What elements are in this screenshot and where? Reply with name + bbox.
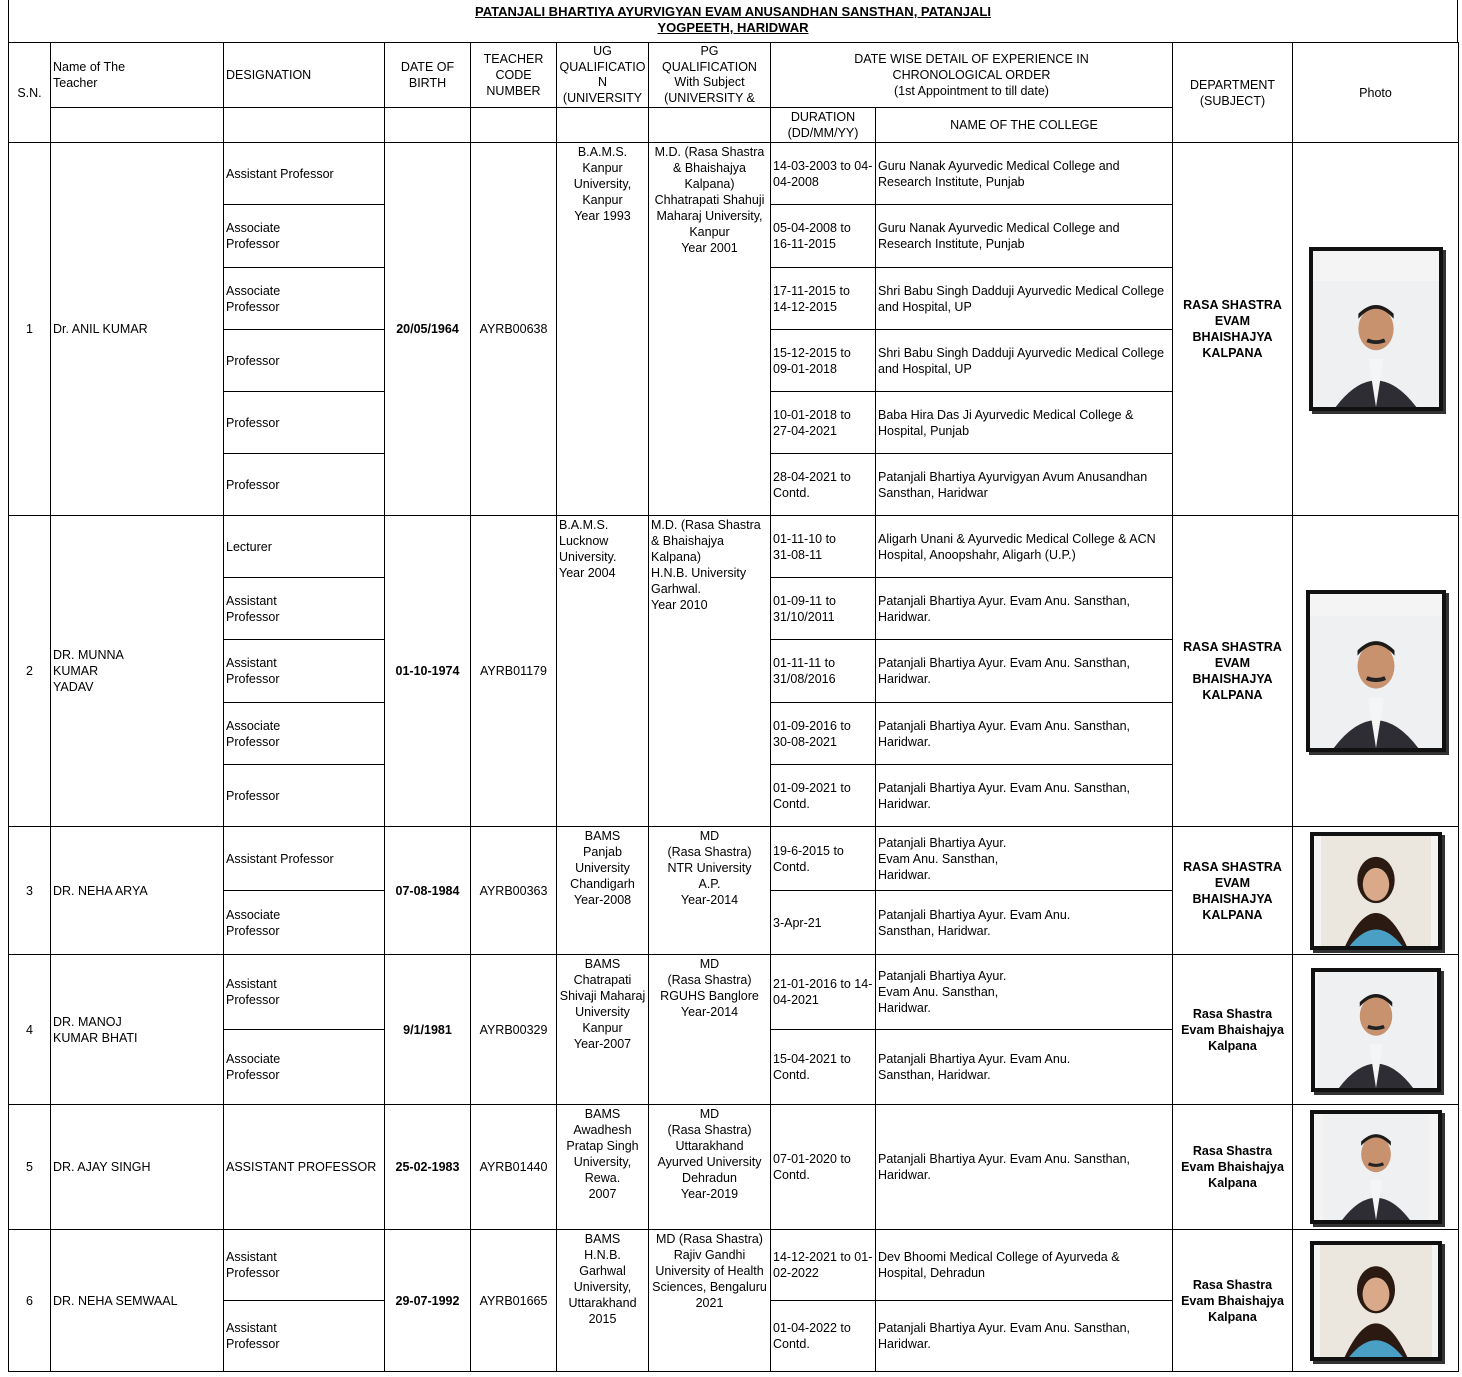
teacher-code: AYRB00638 (471, 143, 557, 516)
college-name-cell: Baba Hira Das Ji Ayurvedic Medical College & Hospital, Punjab (876, 392, 1173, 454)
teacher-code: AYRB00329 (471, 955, 557, 1105)
serial-number: 1 (9, 143, 51, 516)
date-of-birth: 01-10-1974 (385, 516, 471, 827)
duration-cell: 14-12-2021 to 01- 02-2022 (771, 1230, 876, 1301)
header-ug: UG QUALIFICATIO N (UNIVERSITY (557, 43, 649, 108)
ug-qualification: BAMS H.N.B. Garhwal University, Uttarakhand 2015 (557, 1230, 649, 1372)
serial-number: 2 (9, 516, 51, 827)
table-row (9, 1105, 1459, 1230)
college-name-cell: Patanjali Bhartiya Ayur. Evam Anu. Sansthan, Haridwar. (876, 578, 1173, 640)
duration-cell: 21-01-2016 to 14- 04-2021 (771, 955, 876, 1030)
ug-qualification: B.A.M.S. Lucknow University. Year 2004 (557, 516, 649, 827)
ug-qualification: BAMS Panjab University Chandigarh Year-2008 (557, 827, 649, 955)
duration-cell: 28-04-2021 to Contd. (771, 454, 876, 516)
designation-cell: Associate Professor (224, 703, 385, 765)
college-name-cell: Patanjali Bhartiya Ayur. Evam Anu. Sansthan, Haridwar. (876, 827, 1173, 891)
subheader-blank (385, 108, 471, 143)
photo-cell (1293, 1230, 1459, 1372)
photo-cell (1293, 827, 1459, 955)
department-cell: RASA SHASTRA EVAM BHAISHAJYA KALPANA (1173, 827, 1293, 955)
duration-cell: 01-04-2022 to Contd. (771, 1301, 876, 1372)
photo-cell (1293, 516, 1459, 827)
duration-cell: 01-09-11 to 31/10/2011 (771, 578, 876, 640)
designation-cell: Assistant Professor (224, 827, 385, 891)
teacher-name: DR. AJAY SINGH (51, 1105, 224, 1230)
department-cell: Rasa Shastra Evam Bhaishajya Kalpana (1173, 955, 1293, 1105)
teacher-code: AYRB01179 (471, 516, 557, 827)
ug-qualification: BAMS Awadhesh Pratap Singh University, Rewa. 2007 (557, 1105, 649, 1230)
college-name-cell: Patanjali Bhartiya Ayur. Evam Anu. Sansthan, Haridwar. (876, 703, 1173, 765)
table-row (9, 143, 1459, 205)
teacher-photo-female-icon (1310, 832, 1442, 950)
header-name: Name of The Teacher (51, 43, 224, 108)
college-name-cell: Shri Babu Singh Dadduji Ayurvedic Medical College and Hospital, UP (876, 268, 1173, 330)
header-dob: DATE OF BIRTH (385, 43, 471, 108)
designation-cell: Professor (224, 454, 385, 516)
teacher-photo-male-icon (1306, 590, 1446, 752)
designation-cell: Associate Professor (224, 891, 385, 955)
teacher-name: Dr. ANIL KUMAR (51, 143, 224, 516)
designation-cell: Associate Professor (224, 1030, 385, 1105)
college-name-cell: Shri Babu Singh Dadduji Ayurvedic Medical College and Hospital, UP (876, 330, 1173, 392)
pg-qualification: MD (Rasa Shastra) RGUHS Banglore Year-2014 (649, 955, 771, 1105)
ug-qualification: BAMS Chatrapati Shivaji Maharaj University Kanpur Year-2007 (557, 955, 649, 1105)
subheader-blank (557, 108, 649, 143)
designation-cell: Professor (224, 392, 385, 454)
pg-qualification: MD (Rasa Shastra) NTR University A.P. Year-2014 (649, 827, 771, 955)
document-page (8, 0, 1458, 1372)
college-name-cell: Guru Nanak Ayurvedic Medical College and Research Institute, Punjab (876, 143, 1173, 205)
header-row (9, 43, 1459, 108)
title-line-1: PATANJALI BHARTIYA AYURVIGYAN EVAM ANUSANDHAN SANSTHAN, PATANJALI (475, 4, 991, 19)
subheader-blank (471, 108, 557, 143)
duration-cell: 15-04-2021 to Contd. (771, 1030, 876, 1105)
college-name-cell: Patanjali Bhartiya Ayur. Evam Anu. Sansthan, Haridwar. (876, 640, 1173, 703)
table-row (9, 827, 1459, 891)
designation-cell: Associate Professor (224, 268, 385, 330)
header-experience: DATE WISE DETAIL OF EXPERIENCE IN CHRONOLOGICAL ORDER (1st Appointment to till date) (771, 43, 1173, 108)
pg-qualification: M.D. (Rasa Shastra & Bhaishajya Kalpana) Chhatrapati Shahuji Maharaj University, Kanpur Year 2001 (649, 143, 771, 516)
duration-cell: 05-04-2008 to 16-11-2015 (771, 205, 876, 268)
photo-cell (1293, 143, 1459, 516)
ug-qualification: B.A.M.S. Kanpur University, Kanpur Year 1993 (557, 143, 649, 516)
duration-cell: 01-11-11 to 31/08/2016 (771, 640, 876, 703)
college-name-cell: Patanjali Bhartiya Ayur. Evam Anu. Sansthan, Haridwar. (876, 1030, 1173, 1105)
teacher-code: AYRB00363 (471, 827, 557, 955)
subheader-blank (51, 108, 224, 143)
header-department: DEPARTMENT (SUBJECT) (1173, 43, 1293, 143)
duration-cell: 01-11-10 to 31-08-11 (771, 516, 876, 578)
department-cell: Rasa Shastra Evam Bhaishajya Kalpana (1173, 1230, 1293, 1372)
teacher-photo-male-icon (1309, 247, 1443, 411)
serial-number: 4 (9, 955, 51, 1105)
designation-cell: Professor (224, 330, 385, 392)
teacher-name: DR. NEHA ARYA (51, 827, 224, 955)
college-name-cell: Patanjali Bhartiya Ayurvigyan Avum Anusandhan Sansthan, Haridwar (876, 454, 1173, 516)
teacher-code: AYRB01440 (471, 1105, 557, 1230)
duration-cell: 15-12-2015 to 09-01-2018 (771, 330, 876, 392)
duration-cell: 17-11-2015 to 14-12-2015 (771, 268, 876, 330)
title-line-2: YOGPEETH, HARIDWAR (657, 20, 809, 35)
college-name-cell: Patanjali Bhartiya Ayur. Evam Anu. Sansthan, Haridwar. (876, 1105, 1173, 1230)
date-of-birth: 9/1/1981 (385, 955, 471, 1105)
header-pg: PG QUALIFICATION With Subject (UNIVERSITY & (649, 43, 771, 108)
duration-cell: 3-Apr-21 (771, 891, 876, 955)
duration-cell: 01-09-2016 to 30-08-2021 (771, 703, 876, 765)
subheader-blank (224, 108, 385, 143)
serial-number: 5 (9, 1105, 51, 1230)
designation-cell: Assistant Professor (224, 578, 385, 640)
header-designation: DESIGNATION (224, 43, 385, 108)
college-name-cell: Patanjali Bhartiya Ayur. Evam Anu. Sansthan, Haridwar. (876, 765, 1173, 827)
teacher-photo-male-icon (1311, 968, 1441, 1092)
date-of-birth: 29-07-1992 (385, 1230, 471, 1372)
header-sn: S.N. (9, 43, 51, 143)
date-of-birth: 20/05/1964 (385, 143, 471, 516)
college-name-cell: Patanjali Bhartiya Ayur. Evam Anu. Sansthan, Haridwar. (876, 955, 1173, 1030)
header-code: TEACHER CODE NUMBER (471, 43, 557, 108)
designation-cell: Associate Professor (224, 205, 385, 268)
duration-cell: 19-6-2015 to Contd. (771, 827, 876, 891)
serial-number: 6 (9, 1230, 51, 1372)
table-row (9, 516, 1459, 578)
header-photo: Photo (1293, 43, 1459, 143)
photo-cell (1293, 955, 1459, 1105)
pg-qualification: MD (Rasa Shastra) Uttarakhand Ayurved University Dehradun Year-2019 (649, 1105, 771, 1230)
subheader-blank (649, 108, 771, 143)
teacher-name: DR. MUNNA KUMAR YADAV (51, 516, 224, 827)
table-row (9, 1230, 1459, 1301)
serial-number: 3 (9, 827, 51, 955)
teacher-name: DR. MANOJ KUMAR BHATI (51, 955, 224, 1105)
header-duration: DURATION (DD/MM/YY) (771, 108, 876, 143)
teacher-photo-female-icon (1310, 1241, 1442, 1361)
header-college: NAME OF THE COLLEGE (876, 108, 1173, 143)
designation-cell: Assistant Professor (224, 1301, 385, 1372)
department-cell: RASA SHASTRA EVAM BHAISHAJYA KALPANA (1173, 516, 1293, 827)
designation-cell: Lecturer (224, 516, 385, 578)
designation-cell: Assistant Professor (224, 955, 385, 1030)
pg-qualification: MD (Rasa Shastra) Rajiv Gandhi University of Health Sciences, Bengaluru 2021 (649, 1230, 771, 1372)
department-cell: RASA SHASTRA EVAM BHAISHAJYA KALPANA (1173, 143, 1293, 516)
teacher-photo-male-icon (1310, 1110, 1442, 1224)
college-name-cell: Aligarh Unani & Ayurvedic Medical College & ACN Hospital, Anoopshahr, Aligarh (U.P.) (876, 516, 1173, 578)
document-title (8, 0, 1458, 42)
college-name-cell: Guru Nanak Ayurvedic Medical College and Research Institute, Punjab (876, 205, 1173, 268)
department-cell: Rasa Shastra Evam Bhaishajya Kalpana (1173, 1105, 1293, 1230)
teacher-table (8, 42, 1459, 1372)
designation-cell: Assistant Professor (224, 640, 385, 703)
designation-cell: Professor (224, 765, 385, 827)
teacher-name: DR. NEHA SEMWAAL (51, 1230, 224, 1372)
designation-cell: Assistant Professor (224, 1230, 385, 1301)
duration-cell: 07-01-2020 to Contd. (771, 1105, 876, 1230)
date-of-birth: 25-02-1983 (385, 1105, 471, 1230)
duration-cell: 01-09-2021 to Contd. (771, 765, 876, 827)
designation-cell: Assistant Professor (224, 143, 385, 205)
pg-qualification: M.D. (Rasa Shastra & Bhaishajya Kalpana) H.N.B. University Garhwal. Year 2010 (649, 516, 771, 827)
college-name-cell: Patanjali Bhartiya Ayur. Evam Anu. Sansthan, Haridwar. (876, 1301, 1173, 1372)
designation-cell: ASSISTANT PROFESSOR (224, 1105, 385, 1230)
duration-cell: 10-01-2018 to 27-04-2021 (771, 392, 876, 454)
teacher-code: AYRB01665 (471, 1230, 557, 1372)
date-of-birth: 07-08-1984 (385, 827, 471, 955)
college-name-cell: Dev Bhoomi Medical College of Ayurveda & Hospital, Dehradun (876, 1230, 1173, 1301)
college-name-cell: Patanjali Bhartiya Ayur. Evam Anu. Sansthan, Haridwar. (876, 891, 1173, 955)
photo-cell (1293, 1105, 1459, 1230)
duration-cell: 14-03-2003 to 04- 04-2008 (771, 143, 876, 205)
table-row (9, 955, 1459, 1030)
